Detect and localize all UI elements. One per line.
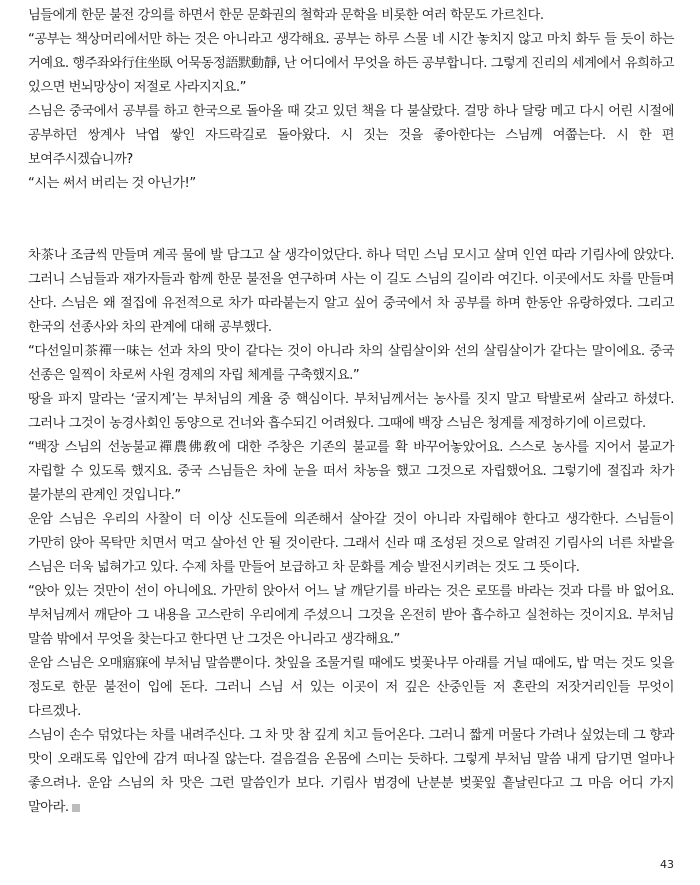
closing-text: 스님이 손수 덖었다는 차를 내려주신다. 그 차 맛 참 깊게 치고 들어온다. 그러니 짧게 머물다 가려나 싶었는데 그 향과 맛이 오래도록 입안에 감겨 떠나질 않는다. 걸음걸음 온몸에 스미는 듯하다. 그렇게 부처님 말씀 내게 담기면 얼마나 좋으려나. 운암 스님의 차 맛은 그런 말씀인가 보다. 기림사 범경에 난분분 벚꽃잎 흩날린다고 그 마음 어디 가지 말아라. [28,728,674,815]
quote-paragraph: “백장 스님의 선농불교禪農佛敎에 대한 주창은 기존의 불교를 확 바꾸어놓았어요. 스스로 농사를 지어서 불교가 자립할 수 있도록 했지요. 중국 스님들은 차에 눈을 떠서 차농을 했고 그것으로 자립했어요. 그렇기에 절집과 차가 불가분의 관계인 것입니다.” [28,440,674,503]
closing-paragraph [28,724,674,820]
article-body [28,4,674,820]
paragraph: 스님은 중국에서 공부를 하고 한국으로 돌아올 때 갖고 있던 책을 다 불살랐다. 걸망 하나 달랑 메고 다시 어린 시절에 공부하던 쌍계사 낙엽 쌓인 자드락길로 돌아왔다. 시 짓는 것을 좋아한다는 스님께 여쭙는다. 시 한 편 보여주시겠습니까? [28,104,674,167]
paragraph: 운암 스님은 우리의 사찰이 더 이상 신도들에 의존해서 살아갈 것이 아니라 자립해야 한다고 생각한다. 스님들이 가만히 앉아 목탁만 치면서 먹고 살아선 안 될 것이란다. 그래서 신라 때 조성된 것으로 알려진 기림사의 너른 차밭을 스님은 더욱 넓혀가고 있다. 수제 차를 만들어 보급하고 차 문화를 계승 발전시키려는 것도 그 뜻이다. [28,512,674,575]
paragraph: 차茶나 조금씩 만들며 계곡 물에 발 담그고 살 생각이었단다. 하나 덕민 스님 모시고 살며 인연 따라 기림사에 앉았다. 그러니 스님들과 재가자들과 함께 한문 불전을 연구하며 사는 이 길도 스님의 길이라 여긴다. 이곳에서도 차를 만들며 산다. 스님은 왜 절집에 유전적으로 차가 따라붙는지 알고 싶어 중국에서 차 공부를 하며 한동안 유랑하였다. 그리고 한국의 선종사와 차의 관계에 대해 공부했다. [28,248,674,335]
paragraph: 운암 스님은 오매寤寐에 부처님 말씀뿐이다. 찻잎을 조물거릴 때에도 벚꽃나무 아래를 거닐 때에도, 밥 먹는 것도 잊을 정도로 한문 불전이 입에 돈다. 그러니 스님 서 있는 이곳이 저 깊은 산중인들 저 혼란의 저잣거리인들 무엇이 다르겠나. [28,656,674,719]
section-gap [28,220,674,244]
quote-paragraph: “앉아 있는 것만이 선이 아니에요. 가만히 앉아서 어느 날 깨닫기를 바라는 것은 로또를 바라는 것과 다를 바 없어요. 부처님께서 깨닫아 그 내용을 고스란히 우리에게 주셨으니 그것을 온전히 받아 흡수하고 실천하는 것이지요. 부처님 말씀 밖에서 무엇을 찾는다고 한다면 난 그것은 아니라고 생각해요.” [28,584,674,647]
paragraph: 땅을 파지 말라는 ‘굴지계’는 부처님의 계율 중 핵심이다. 부처님께서는 농사를 짓지 말고 탁발로써 살라고 하셨다. 그러나 그것이 농경사회인 동양으로 건너와 흡수되긴 어려웠다. 그때에 백장 스님은 청계를 제정하기에 이르렀다. [28,392,674,431]
paragraph: 님들에게 한문 불전 강의를 하면서 한문 문화권의 철학과 문학을 비롯한 여러 학문도 가르친다. [28,8,544,23]
end-mark-icon [72,804,80,812]
section-gap [28,196,674,220]
quote-paragraph: “시는 써서 버리는 것 아닌가!” [28,176,196,191]
page-number: 43 [660,858,674,871]
quote-paragraph: “공부는 책상머리에서만 하는 것은 아니라고 생각해요. 공부는 하루 스물 네 시간 놓치지 않고 마치 화두 들 듯이 하는 거예요. 행주좌와行住坐臥 어묵동정語默動靜, 난 어디에서 무엇을 하든 공부합니다. 그렇게 진리의 세계에서 유희하고 있으면 번뇌망상이 저절로 사라지지요.” [28,32,674,95]
quote-paragraph: “다선일미茶禪一味는 선과 차의 맛이 같다는 것이 아니라 차의 살림살이와 선의 살림살이가 같다는 말이에요. 중국 선종은 일찍이 차로써 사원 경제의 자립 체계를 구축했지요.” [28,344,674,383]
